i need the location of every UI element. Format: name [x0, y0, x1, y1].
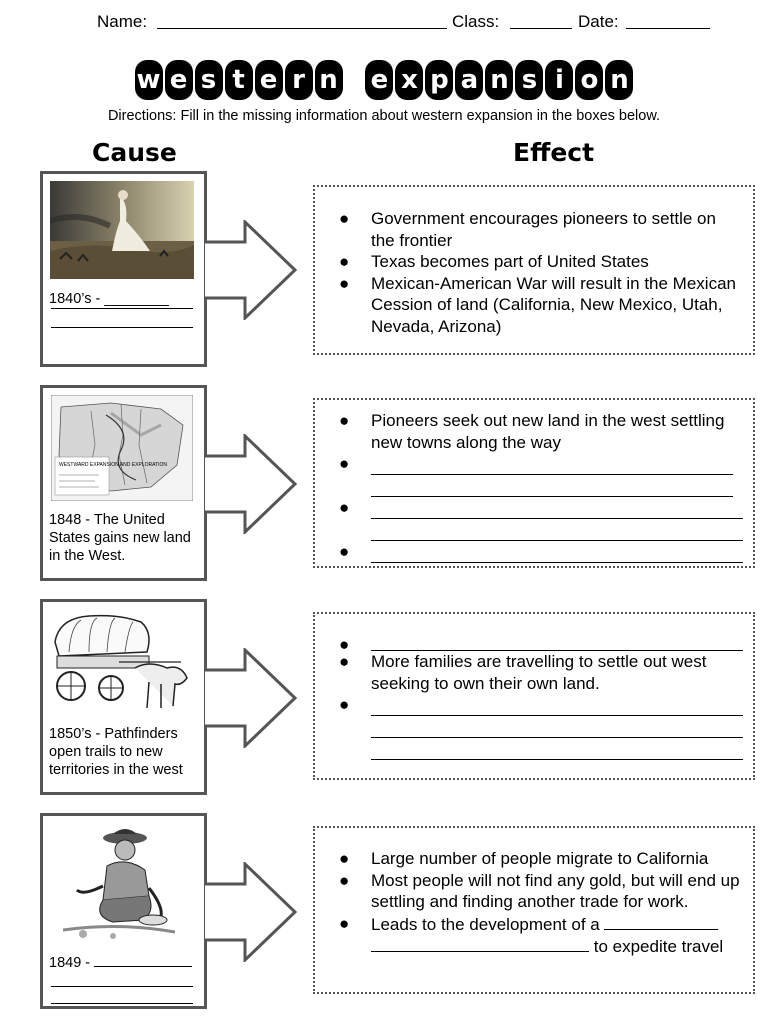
effect-blank-item[interactable]: ●	[333, 497, 743, 541]
cause-text-2: 1848 - The United States gains new land in the West.	[49, 512, 191, 564]
cause-blank-line[interactable]	[51, 986, 193, 987]
effect-item: ● More families are travelling to settle out west seeking to own their own land.	[339, 652, 707, 693]
cause-box-1	[40, 171, 207, 367]
effect-item: ● Large number of people migrate to California	[339, 849, 709, 868]
title-letter: e	[165, 60, 193, 100]
title-letter: s	[515, 60, 543, 100]
effect-box-1	[313, 185, 755, 355]
covered-wagon-illustration	[49, 612, 195, 718]
cause-blank-line[interactable]	[94, 950, 192, 967]
cause-text-1: 1840’s - ________	[49, 291, 169, 307]
effect-item: ● Most people will not find any gold, but will end up settling and finding another trade for work.	[339, 870, 740, 911]
title-letter: s	[195, 60, 223, 100]
american-progress-painting	[50, 181, 194, 279]
title-letter: x	[395, 60, 423, 100]
effect-list-3	[333, 634, 743, 760]
cause-blank-line[interactable]	[51, 1003, 193, 1004]
western-expansion-map	[51, 395, 193, 501]
worksheet-title	[0, 60, 768, 100]
title-letter: t	[225, 60, 253, 100]
title-word-western	[135, 60, 343, 100]
effect-list-4	[333, 848, 743, 958]
effect-list-2	[333, 410, 743, 563]
effect-blank-line[interactable]	[604, 913, 718, 930]
class-label: Class:	[452, 12, 500, 31]
directions-text: Directions: Fill in the missing information about western expansion in the boxes below.	[107, 108, 661, 124]
name-field[interactable]	[157, 12, 447, 29]
title-letter: n	[605, 60, 633, 100]
title-letter: r	[285, 60, 313, 100]
cause-text-3: 1850’s - Pathfinders open trails to new territories in the west	[49, 726, 183, 778]
arrow-icon	[205, 434, 301, 534]
title-letter: i	[545, 60, 573, 100]
effect-blank-item[interactable]: ●	[333, 634, 743, 651]
map-caption: WESTWARD EXPANSION AND EXPLORATION	[59, 462, 167, 468]
title-word-expansion	[365, 60, 633, 100]
effect-blank-line[interactable]	[371, 935, 589, 952]
effect-blank-item[interactable]: ●	[333, 453, 743, 497]
title-letter: p	[425, 60, 453, 100]
effect-blank-item[interactable]: ●	[333, 694, 743, 760]
cause-box-3	[40, 599, 207, 795]
title-letter: o	[575, 60, 603, 100]
date-label: Date:	[578, 12, 619, 31]
effect-heading: Effect	[513, 138, 595, 167]
cause-box-4	[40, 813, 207, 1009]
cause-box-2	[40, 385, 207, 581]
effect-box-4	[313, 826, 755, 994]
cause-text-4: 1849 -	[49, 950, 205, 972]
effect-item: ● Mexican-American War will result in the Mexican Cession of land (California, New Mexico, Utah, Nevada, Arizona)	[339, 273, 736, 336]
arrow-icon	[205, 220, 301, 320]
title-letter: n	[485, 60, 513, 100]
effect-box-3	[313, 612, 755, 780]
effect-list-1	[333, 208, 743, 337]
title-letter: e	[365, 60, 393, 100]
title-letter: e	[255, 60, 283, 100]
effect-item: ● Leads to the development of a to expedite travel	[339, 913, 724, 956]
effect-item: ● Texas becomes part of United States	[339, 252, 649, 271]
arrow-icon	[205, 648, 301, 748]
gold-panner-illustration	[63, 826, 175, 940]
title-letter: w	[135, 60, 163, 100]
title-letter: n	[315, 60, 343, 100]
effect-item: ● Government encourages pioneers to settle on the frontier	[339, 209, 716, 250]
cause-heading: Cause	[92, 138, 177, 167]
effect-item: ● Pioneers seek out new land in the west settling new towns along the way	[339, 411, 725, 452]
effect-box-2	[313, 398, 755, 568]
name-label: Name:	[97, 12, 148, 31]
cause-blank-line[interactable]	[51, 308, 193, 309]
cause-blank-line[interactable]	[51, 327, 193, 328]
effect-blank-item[interactable]: ●	[333, 541, 743, 563]
arrow-icon	[205, 862, 301, 962]
title-letter: a	[455, 60, 483, 100]
